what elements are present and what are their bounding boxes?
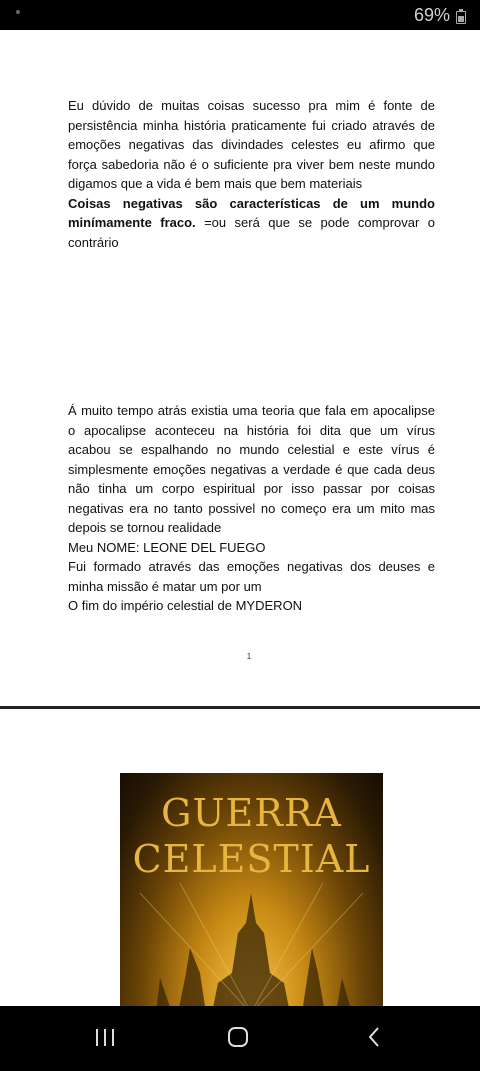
intro-continuation <box>68 194 435 253</box>
name-line: Meu NOME: LEONE DEL FUEGO <box>68 539 266 555</box>
battery-icon <box>456 11 466 24</box>
cover-title-line-1: GUERRA <box>161 791 342 835</box>
recents-button[interactable] <box>65 1006 145 1066</box>
back-icon <box>333 1006 413 1066</box>
end-line: O fim do império celestial de MYDERON <box>68 598 303 613</box>
bold-statement: Coisas negativas são características de um mundo minímamente fraco. <box>68 195 435 230</box>
document-viewer[interactable] <box>0 30 480 1006</box>
navigation-bar <box>0 1006 480 1066</box>
document-page-2 <box>0 709 480 1006</box>
cover-title-line-2: CELESTIAL <box>132 837 371 881</box>
mission-text: Fui formado através das emoções negativas dos deuses e minha missão é matar um por um <box>68 559 435 594</box>
recents-icon <box>65 1006 145 1066</box>
paragraph-intro <box>68 96 435 252</box>
statement-tail: =ou será que se pode comprovar o contrário <box>68 215 435 250</box>
story-text: Á muito tempo atrás existia uma teoria que fala em apocalipse o apocalipse aconteceu na história foi dita que um vírus acabou se espalhando no mundo celestial e este vírus é simplesmente emoções negativas a verdade é que cada deus não tinha um corpo espiritual por isso passar por coisas negativas era no tanto possivel no começo era um mito mas depois se tornou realidade <box>68 403 435 535</box>
intro-text: Eu dúvido de muitas coisas sucesso pra mim é fonte de persistência minha história praticamente fui criado através de emoções negativas das divindades celestes eu afirmo que força sabedoria não é o suficiente pra viver bem neste mundo digamos que a vida é bem mais que bem materiais <box>68 98 435 191</box>
status-bar <box>0 0 480 30</box>
home-icon <box>198 1006 278 1066</box>
paragraph-story <box>68 401 435 616</box>
notification-dot <box>16 10 20 14</box>
page-number: 1 <box>246 652 252 661</box>
book-cover-image <box>120 773 383 1006</box>
document-page-1 <box>0 30 480 706</box>
back-button[interactable] <box>333 1006 413 1066</box>
home-button[interactable] <box>198 1006 278 1066</box>
battery-percentage: 69% <box>413 5 450 25</box>
